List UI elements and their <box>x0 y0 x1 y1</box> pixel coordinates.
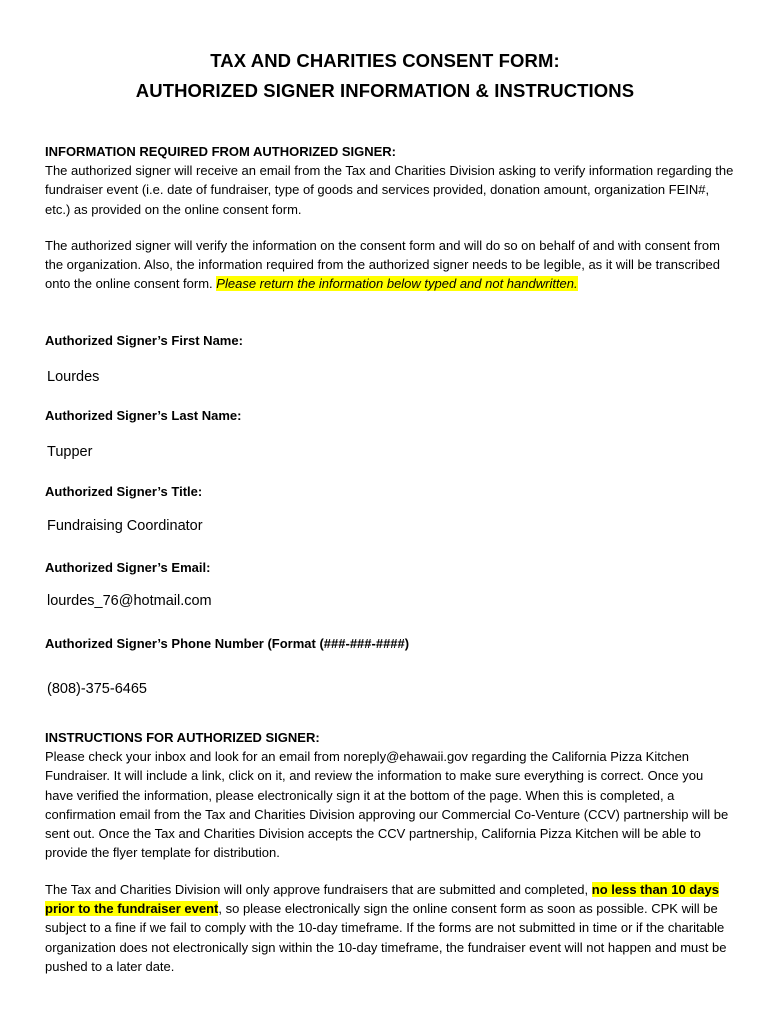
instructions-paragraph-2-start: The Tax and Charities Division will only approve fundraisers that are submitted and completed, <box>45 882 592 897</box>
info-paragraph-1: The authorized signer will receive an email from the Tax and Charities Division asking to verify information regarding the fundraiser event (i.e. date of fundraiser, type of goods and services provided, donation amount, organization FEIN#, etc.) as provided on the online consent form. <box>45 163 734 217</box>
email-label: Authorized Signer’s Email: <box>45 560 211 575</box>
email-value: lourdes_76@hotmail.com <box>47 593 212 609</box>
title-label: Authorized Signer’s Title: <box>45 484 203 499</box>
instructions-paragraph-2-end: , so please electronically sign the online consent form as soon as possible. CPK will be subject to a fine if we fail to comply with the 10-day timeframe. If the forms are not submitted in time or if the charitable organization does not electronically sign within the 10-day timeframe, the fundraiser event will not happen and must be pushed to a later date. <box>45 901 727 974</box>
phone-value: (808)-375-6465 <box>47 681 147 697</box>
title-value: Fundraising Coordinator <box>47 518 203 534</box>
form-title-line2: AUTHORIZED SIGNER INFORMATION & INSTRUCTIONS <box>135 80 635 101</box>
last-name-value: Tupper <box>47 444 93 460</box>
last-name-label: Authorized Signer’s Last Name: <box>45 408 242 423</box>
deadline-highlight: no less than 10 days prior to the fundraiser event <box>45 882 719 917</box>
info-paragraph-2-block <box>45 236 735 294</box>
instructions-paragraph-2-block <box>45 880 735 976</box>
typed-not-handwritten-highlight: Please return the information below typed and not handwritten. <box>216 276 578 292</box>
phone-label: Authorized Signer’s Phone Number (Format (###-###-####) <box>45 636 410 651</box>
first-name-value: Lourdes <box>47 369 100 385</box>
instructions-section <box>45 728 735 862</box>
form-title-line1: TAX AND CHARITIES CONSENT FORM: <box>210 50 560 71</box>
info-section <box>45 142 735 219</box>
first-name-label: Authorized Signer’s First Name: <box>45 333 243 348</box>
instructions-paragraph-1: Please check your inbox and look for an email from noreply@ehawaii.gov regarding the California Pizza Kitchen Fundraiser. It will include a link, click on it, and review the information to make sure everything is correct. Once you have verified the information, please electronically sign it at the bottom of the page. When this is completed, a confirmation email from the Tax and Charities Division approving our Commercial Co-Venture (CCV) partnership will be sent out. Once the Tax and Charities Division accepts the CCV partnership, California Pizza Kitchen will be able to provide the flyer template for distribution. <box>45 749 729 861</box>
instructions-heading: INSTRUCTIONS FOR AUTHORIZED SIGNER: <box>45 730 320 745</box>
info-heading: INFORMATION REQUIRED FROM AUTHORIZED SIGNER: <box>45 144 396 159</box>
info-paragraph-2: The authorized signer will verify the information on the consent form and will do so on behalf of and with consent from the organization. Also, the information required from the authorized signer needs to be legible, as it will be transcribed onto the online consent form. <box>45 238 720 292</box>
